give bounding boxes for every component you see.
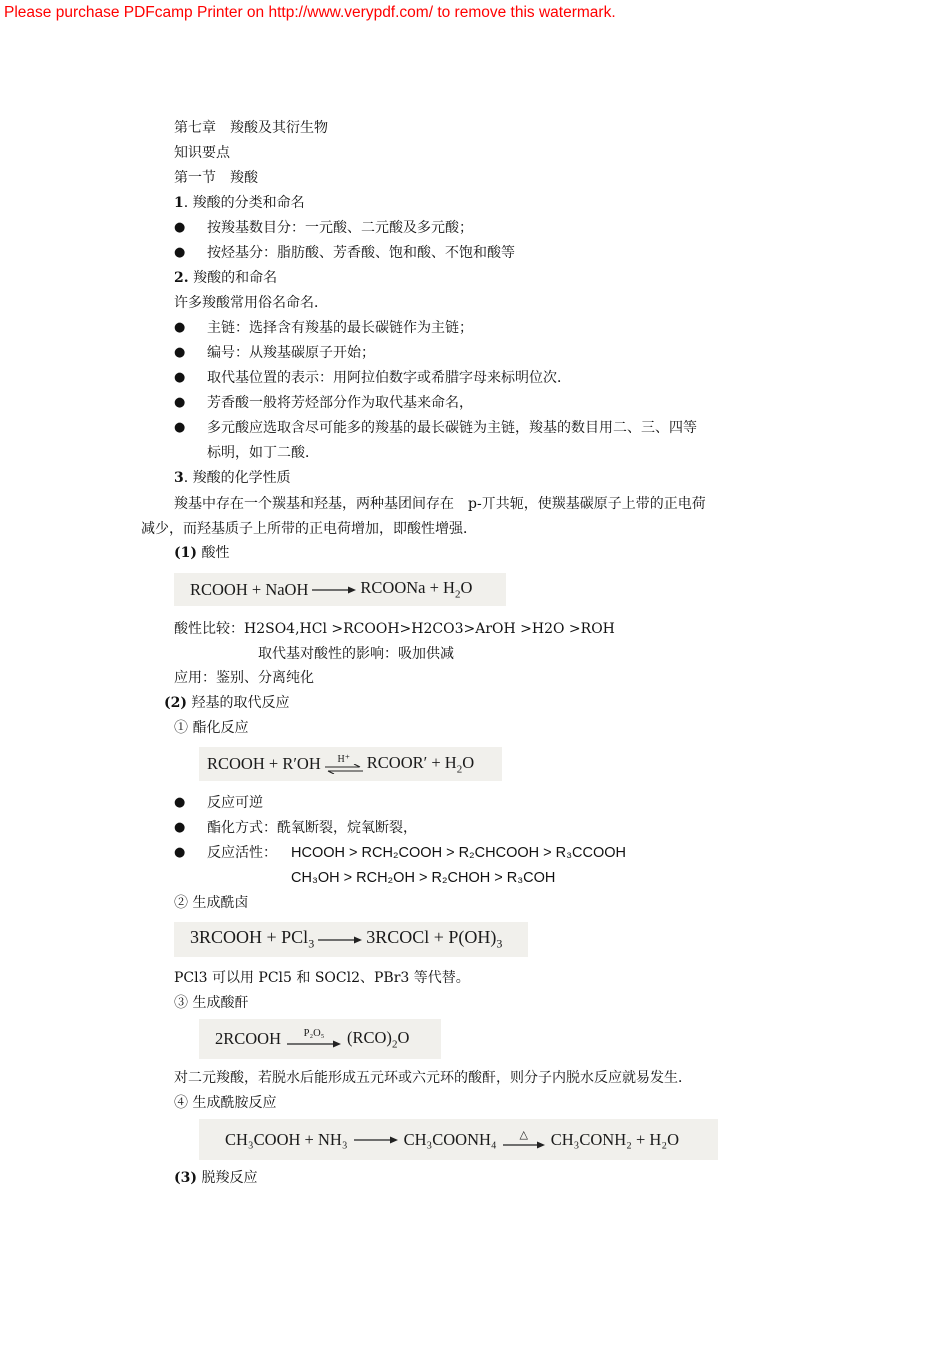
right-arrow-icon: [312, 585, 356, 595]
formula-acyl-halide: [174, 922, 528, 957]
subheading-decarboxylation: [174, 1168, 257, 1188]
bullet-icon: ●: [174, 370, 186, 385]
application-note: 应用：鉴别、分离纯化: [174, 670, 314, 686]
catalyst-label: P₂O₅: [303, 1028, 325, 1039]
bullet-text: 芳香酸一般将芳烃部分作为取代基来命名，: [207, 395, 473, 411]
chapter-title: 第七章 羧酸及其衍生物: [174, 120, 328, 136]
formula-intermediate: CH₃COONH₄: [403, 1129, 497, 1149]
reaction-anhydride-title: ③ 生成酸酐: [174, 995, 249, 1011]
formula-reactants: 2RCOOH: [215, 1029, 282, 1048]
formula-anhydride: [199, 1019, 441, 1059]
bullet-icon: ●: [174, 395, 186, 410]
heading-2: [174, 268, 277, 288]
subheading-number: (3): [174, 1170, 197, 1186]
heading-3-number: 3: [174, 470, 184, 486]
bullet-icon: ●: [174, 845, 186, 860]
formula-reactants: 3RCOOH + PCl$_3$: [190, 927, 315, 951]
reactivity-label: 反应活性：: [207, 845, 277, 861]
bullet-text: 取代基位置的表示：用阿拉伯数字或希腊字母来标明位次．: [207, 370, 571, 386]
formula-neutralization: [174, 573, 506, 606]
right-arrow-icon: [287, 1039, 341, 1049]
subheading-number: (2): [164, 695, 187, 711]
acidity-comparison: 酸性比较：H2SO4,HCl >RCOOH>H2CO3>ArOH >H2O >ROH: [174, 621, 615, 637]
reactivity-alcohols: CH₃OH > RCH₂OH > R₂CHOH > R₃COH: [291, 870, 556, 886]
key-points-heading: 知识要点: [174, 145, 230, 161]
bullet-text: 按烃基分：脂肪酸、芳香酸、饱和酸、不饱和酸等: [207, 245, 515, 261]
formula-products: RCOOR′ + $H_2O$: [366, 752, 475, 776]
heading-2-text: 羧酸的和命名: [188, 270, 278, 286]
bullet-text: 酯化方式：酰氧断裂，烷氧断裂，: [207, 820, 417, 836]
right-arrow-icon: [354, 1135, 398, 1145]
bullet-icon: ●: [174, 420, 186, 435]
heading-3-text: . 羧酸的化学性质: [183, 470, 291, 486]
equilibrium-arrow: [325, 755, 363, 774]
reactivity-acids: HCOOH > RCH₂COOH > R₂CHCOOH > R₃CCOOH: [291, 845, 626, 861]
paragraph-continued: 减少，而羟基质子上所带的正电荷增加，即酸性增强．: [141, 521, 477, 537]
heading-1-text: . 羧酸的分类和命名: [183, 195, 305, 211]
subheading-acidity: [174, 543, 229, 563]
heat-label: △: [519, 1128, 528, 1141]
bullet-text: 主链：选择含有羧基的最长碳链作为主链；: [207, 320, 473, 336]
subheading-text: 脱羧反应: [197, 1170, 258, 1186]
reaction-acyl-halide-title: ② 生成酰卤: [174, 895, 249, 911]
heading-1: [174, 193, 305, 213]
equilibrium-arrows-icon: [325, 764, 363, 774]
formula-amide: [199, 1119, 718, 1160]
heading-2-number: 2.: [174, 270, 189, 286]
formula-reactants: CH₃COOH + NH₃: [225, 1129, 348, 1149]
bullet-text: 按羧基数目分：一元酸、二元酸及多元酸；: [207, 220, 473, 236]
condition-arrow: [287, 1029, 341, 1049]
subheading-number: (1): [174, 545, 197, 561]
heading-1-number: 1: [174, 195, 184, 211]
watermark-banner: Please purchase PDFcamp Printer on http://www.verypdf.com/ to remove this watermark.: [4, 4, 616, 21]
heading-3: [174, 468, 291, 488]
bullet-text: 编号：从羧基碳原子开始；: [207, 345, 375, 361]
subheading-substitution: [164, 693, 289, 713]
bullet-icon: ●: [174, 795, 186, 810]
catalyst-label: H⁺: [337, 753, 351, 765]
formula-esterification: [199, 747, 502, 781]
formula-reactants: RCOOH + NaOH: [190, 579, 309, 599]
bullet-text: 反应可逆: [207, 795, 263, 811]
heat-arrow: [503, 1130, 545, 1150]
bullet-text-continued: 标明，如丁二酸．: [207, 445, 319, 461]
right-arrow-icon: [318, 935, 362, 945]
formula-products: RCOONa + $H_2O$: [360, 578, 473, 601]
bullet-text: 多元酸应选取含尽可能多的羧基的最长碳链为主链，羧基的数目用二、三、四等: [207, 420, 697, 436]
formula-reactants: RCOOH + R′OH: [207, 754, 321, 773]
bullet-icon: ●: [174, 345, 186, 360]
subheading-text: 羟基的取代反应: [187, 695, 290, 711]
paragraph: 羧基中存在一个羰基和羟基，两种基团间存在 p-丌共轭，使羰基碳原子上带的正电荷: [174, 496, 706, 512]
bullet-icon: ●: [174, 220, 186, 235]
substituent-effect: 取代基对酸性的影响：吸加供减: [258, 646, 454, 662]
bullet-icon: ●: [174, 245, 186, 260]
formula-products: $(RCO)_2O$: [347, 1027, 410, 1051]
bullet-icon: ●: [174, 320, 186, 335]
paragraph: 许多羧酸常用俗名命名．: [174, 295, 328, 311]
anhydride-note: 对二元羧酸，若脱水后能形成五元环或六元环的酸酐，则分子内脱水反应就易发生．: [174, 1070, 692, 1086]
bullet-icon: ●: [174, 820, 186, 835]
formula-products: CH₃CONH₂ + H₂O: [550, 1129, 680, 1149]
reaction-amide-title: ④ 生成酰胺反应: [174, 1095, 277, 1111]
right-arrow-icon: [503, 1140, 545, 1150]
subheading-text: 酸性: [197, 545, 230, 561]
reaction-esterification-title: ① 酯化反应: [174, 720, 249, 736]
formula-products: 3RCOCl + $P(OH)_3$: [366, 927, 503, 951]
pcl3-note: PCl3 可以用 PCl5 和 SOCl2、PBr3 等代替。: [174, 970, 470, 986]
section-title: 第一节 羧酸: [174, 170, 258, 186]
